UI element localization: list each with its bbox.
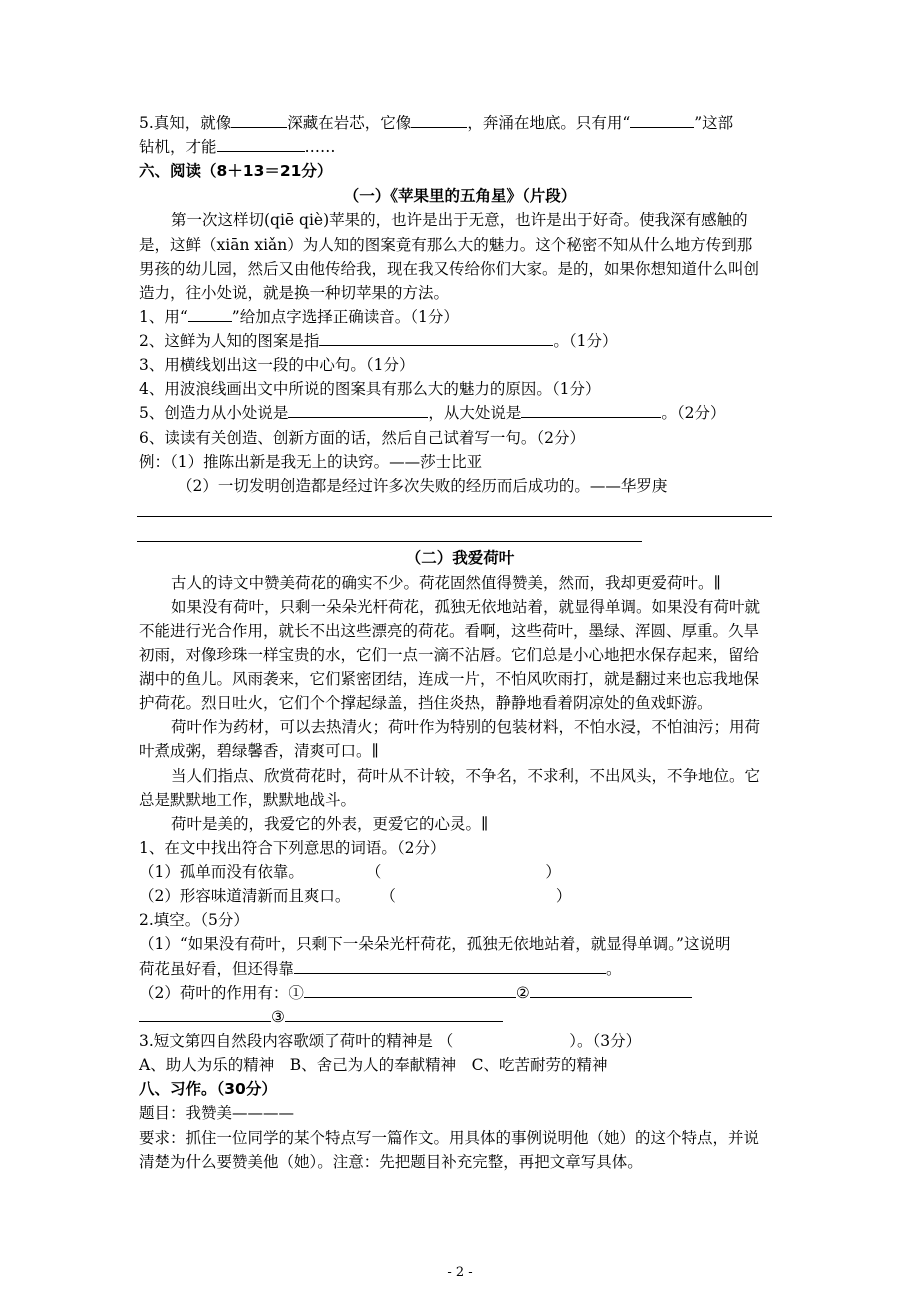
blank [288,402,428,418]
q5-line2: 钻机，才能 …… [139,138,336,156]
part1-q2: 2、这鲜为人知的图案是指 。（1分） [139,332,618,350]
part2-para3-line: 叶煮成粥，碧绿馨香，清爽可口。∥ [139,742,379,760]
part1-title: （一）《苹果里的五角星》（片段） [343,187,577,205]
blank [304,982,516,998]
part1-q6: 6、读读有关创造、创新方面的话，然后自己试着写一句。（2分） [139,429,585,447]
part2-q1: 1、在文中找出符合下列意思的词语。（2分） [139,839,446,857]
blank [630,112,694,128]
part2-para2-line: 如果没有荷叶，只剩一朵朵光杆荷花，孤独无依地站着，就显得单调。如果没有荷叶就 [171,598,761,616]
part2-q1b: （2）形容味道清新而且爽口。 （ ） [139,887,572,905]
part1-para-line: 第一次这样切(qiē qiè)苹果的，也许是出于无意，也许是出于好奇。使我深有感触的 [171,211,748,229]
part1-q5: 5、创造力从小处说是 ，从大处说是 。（2分） [139,404,726,422]
part2-q2c: （2）荷叶的作用有：① ② [139,982,692,1004]
part1-para-line: 是，这鲜（xiān xiǎn）为人知的图案竟有那么大的魅力。这个秘密不知从什么地方传到那 [139,236,753,254]
part2-q1a: （1）孤单而没有依靠。 （ ） [139,863,561,881]
part1-para-line: 男孩的幼儿园，然后又由他传给我，现在我又传给你们大家。是的，如果你想知道什么叫创 [139,260,760,278]
part2-para2-line: 不能进行光合作用，就长不出这些漂亮的荷花。看啊，这些荷叶，墨绿、浑圆、厚重。久旱 [139,622,760,640]
answer-line [137,516,772,517]
part1-q3: 3、用横线划出这一段的中心句。（1分） [139,356,415,374]
blank [217,136,305,152]
part2-para5: 荷叶是美的，我爱它的外表，更爱它的心灵。∥ [171,815,489,833]
part2-q2d: ③ [139,1006,503,1028]
section6-heading: 六、阅读（8＋13＝21分） [139,162,333,180]
section8-heading: 八、习作。（30分） [139,1080,277,1098]
blank [188,306,232,322]
part2-para2-line: 初雨，对像珍珠一样宝贵的水，它们一点一滴不沾唇。它们总是小心地把水保存起来，留给 [139,646,760,664]
part2-para4-line: 总是默默地工作，默默地战斗。 [139,791,357,809]
answer-line [137,541,642,542]
q5-line1: 5.真知，就像 深藏在岩芯，它像 ，奔涌在地底。只有用“ ”这部 [139,114,734,132]
blank [285,1006,503,1022]
essay-topic: 题目：我赞美———— [139,1104,295,1122]
part2-para4-line: 当人们指点、欣赏荷花时，荷叶从不计较，不争名，不求利，不出风头，不争地位。它 [171,767,761,785]
essay-requirement-line: 清楚为什么要赞美他（她）。注意：先把题目补充完整，再把文章写具体。 [139,1153,643,1171]
part2-q3-options: A、助人为乐的精神 B、舍己为人的奉献精神 C、吃苦耐劳的精神 [139,1056,608,1074]
part1-q4: 4、用波浪线画出文中所说的图案具有那么大的魅力的原因。（1分） [139,380,601,398]
part2-title: （二）我爱荷叶 [405,549,515,567]
page-number: - 2 - [447,1265,473,1280]
part2-para3-line: 荷叶作为药材，可以去热清火；荷叶作为特别的包装材料，不怕水浸，不怕油污；用荷 [171,718,761,736]
example-1: 例：（1）推陈出新是我无上的诀窍。——莎士比亚 [139,453,483,471]
blank [294,958,606,974]
blank [521,402,661,418]
part2-para2-line: 护荷花。烈日吐火，它们个个撑起绿盖，挡住炎热，静静地看着阴凉处的鱼戏虾游。 [139,694,713,712]
blank [231,112,287,128]
part1-para-line: 造力，往小处说，就是换一种切苹果的方法。 [139,284,450,302]
part2-q2a: （1）“如果没有荷叶，只剩下一朵朵光杆荷花，孤独无依地站着，就显得单调。”这说明 [139,935,731,953]
blank [139,1006,271,1022]
essay-requirement-line: 要求：抓住一位同学的某个特点写一篇作文。用具体的事例说明他（她）的这个特点，并说 [139,1129,760,1147]
example-2: （2）一切发明创造都是经过许多次失败的经历而后成功的。——华罗庚 [177,477,668,495]
part2-q2b: 荷花虽好看，但还得靠 。 [139,960,622,978]
part1-q1: 1、用“ ”给加点字选择正确读音。（1分） [139,308,459,326]
blank [530,982,692,998]
blank [319,330,553,346]
part2-q3: 3.短文第四自然段内容歌颂了荷叶的精神是 （ ）。（3分） [139,1032,642,1050]
part2-para1: 古人的诗文中赞美荷花的确实不少。荷花固然值得赞美，然而，我却更爱荷叶。∥ [171,574,721,592]
blank [411,112,467,128]
part2-q2: 2.填空。（5分） [139,911,249,929]
part2-para2-line: 湖中的鱼儿。风雨袭来，它们紧密团结，连成一片，不怕风吹雨打，就是翻过来也忘我地保 [139,670,760,688]
